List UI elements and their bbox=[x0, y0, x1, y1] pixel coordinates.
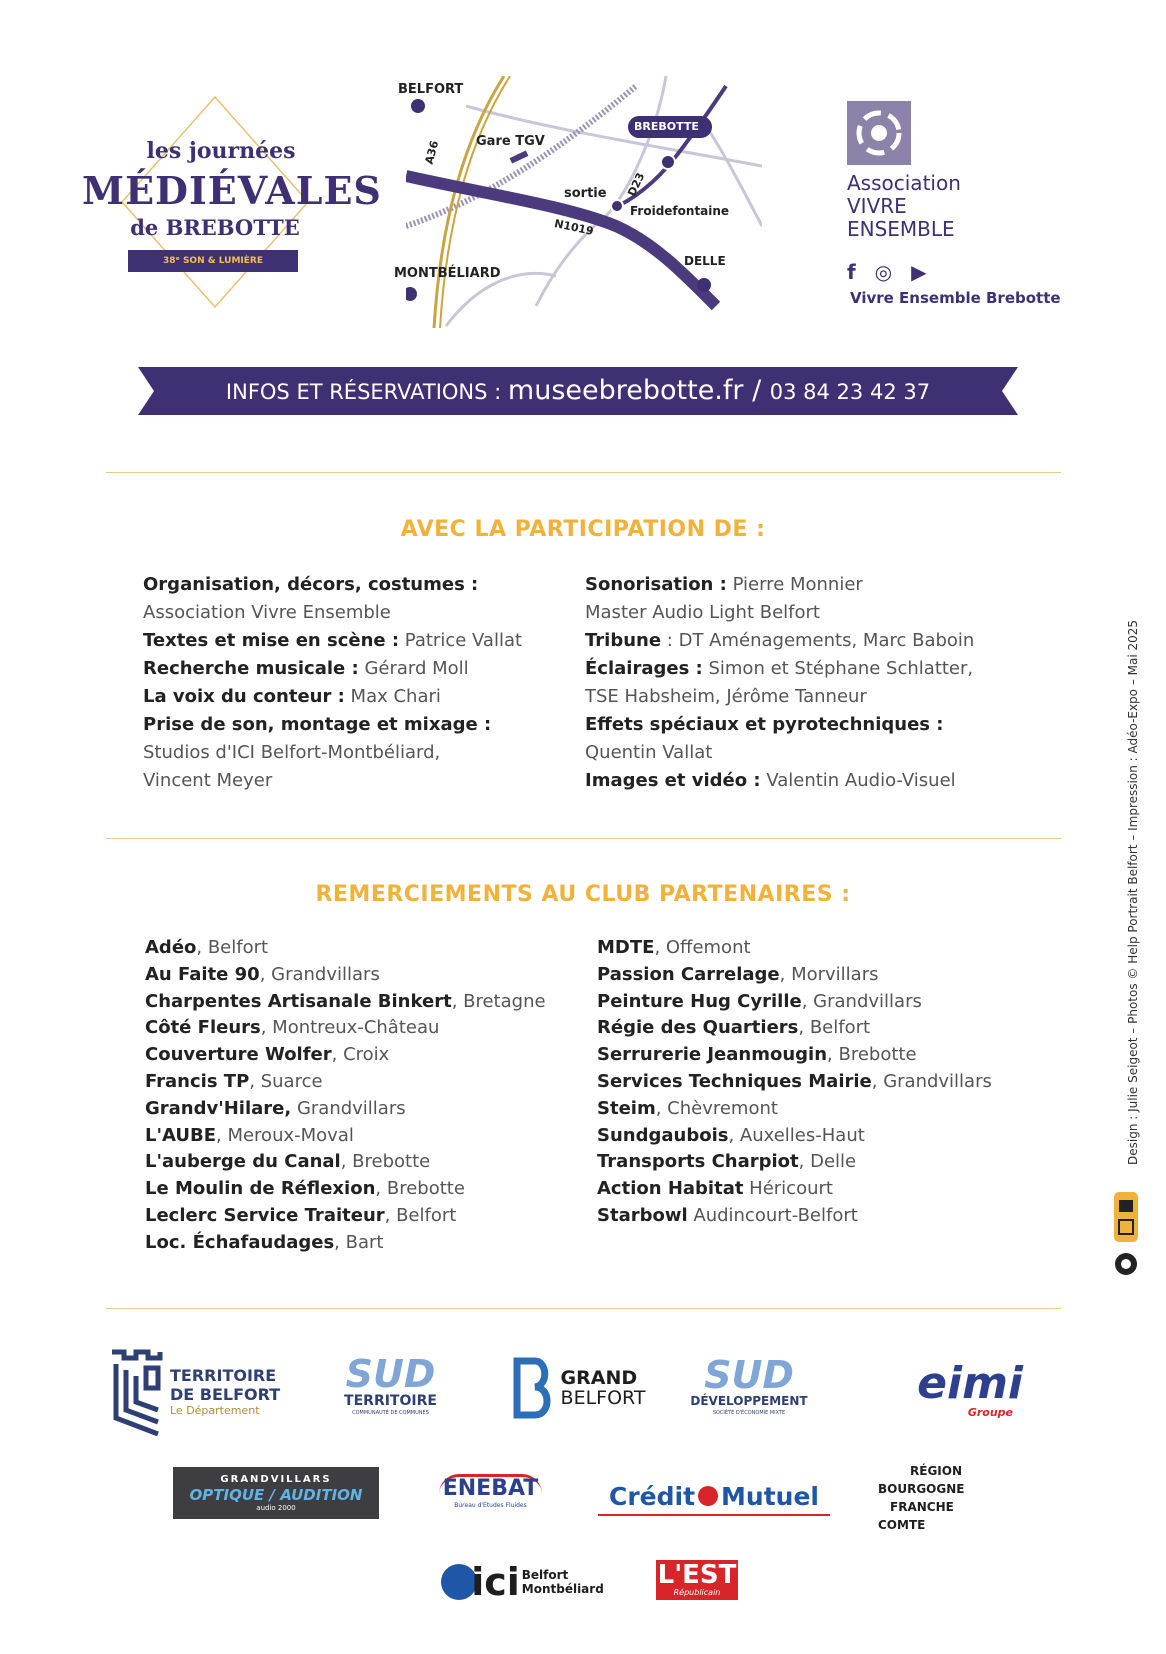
partner-item: Le Moulin de Réflexion, Brebotte bbox=[145, 1178, 465, 1200]
banner-phone[interactable]: 03 84 23 42 37 bbox=[769, 380, 931, 404]
map-label-brebotte: BREBOTTE bbox=[634, 120, 699, 133]
social-icons[interactable]: f ◎ ▶ bbox=[847, 260, 933, 284]
map-label-froidefontaine: Froidefontaine bbox=[630, 204, 730, 218]
sponsor-enebat bbox=[433, 1464, 548, 1520]
logo-line-2: MÉDIÉVALES bbox=[82, 168, 382, 213]
map-label-n1019: N1019 bbox=[553, 217, 595, 238]
vertical-credit: Design : Julie Seigeot – Photos © Help Portrait Belfort – Impression : Adéo-Expo – Mai 2025 bbox=[1126, 619, 1140, 1165]
partner-item: Charpentes Artisanale Binkert, Bretagne bbox=[145, 990, 546, 1012]
credit-mutuel-icon bbox=[698, 1486, 718, 1506]
lest-title: L'EST bbox=[657, 1560, 737, 1590]
credit-line: TSE Habsheim, Jérôme Tanneur bbox=[585, 686, 867, 707]
banner-label: INFOS ET RÉSERVATIONS : bbox=[225, 380, 502, 404]
partner-item: Loc. Échafaudages, Bart bbox=[145, 1231, 384, 1253]
sponsor-territoire-de-belfort bbox=[108, 1348, 293, 1436]
optique-line-2: OPTIQUE / AUDITION bbox=[189, 1485, 363, 1504]
optique-line-1: GRANDVILLARS bbox=[220, 1473, 332, 1485]
grand-belfort-b-icon bbox=[511, 1357, 555, 1419]
sponsor-optique-audition bbox=[173, 1467, 379, 1519]
map-label-belfort: BELFORT bbox=[398, 82, 464, 97]
credit-line: Vincent Meyer bbox=[143, 770, 273, 791]
credit-line: Prise de son, montage et mixage : bbox=[143, 714, 492, 735]
ici-title: ici bbox=[471, 1560, 520, 1604]
banner-site[interactable]: museebrebotte.fr / bbox=[507, 375, 770, 406]
partner-item: Francis TP, Suarce bbox=[145, 1070, 323, 1092]
credit-line: Textes et mise en scène : Patrice Vallat bbox=[143, 630, 523, 651]
partner-item: Au Faite 90, Grandvillars bbox=[145, 963, 380, 985]
partner-item: L'AUBE, Meroux-Moval bbox=[145, 1124, 354, 1146]
partner-item: Sundgaubois, Auxelles-Haut bbox=[597, 1124, 865, 1146]
territoire-emblem bbox=[108, 1348, 166, 1436]
credit-line: Quentin Vallat bbox=[585, 742, 713, 763]
association-line-3: ENSEMBLE bbox=[847, 217, 955, 241]
map-label-sortie: sortie bbox=[564, 186, 607, 201]
credit-line: Images et vidéo : Valentin Audio-Visuel bbox=[585, 770, 956, 791]
partners-left-column bbox=[145, 935, 546, 1257]
sud-dev-title: SUD bbox=[704, 1352, 794, 1397]
ici-line-3: Montbéliard bbox=[521, 1582, 604, 1596]
partners-right-column bbox=[597, 935, 992, 1230]
map-label-delle: DELLE bbox=[684, 254, 726, 268]
partner-item: Serrurerie Jeanmougin, Brebotte bbox=[597, 1044, 917, 1066]
sud-territoire-sub: TERRITOIRE bbox=[344, 1393, 437, 1409]
lest-sub: Républicain bbox=[673, 1588, 721, 1597]
info-banner-text bbox=[138, 367, 1018, 415]
association-line-2: VIVRE bbox=[847, 194, 907, 218]
association-name bbox=[847, 172, 961, 241]
divider bbox=[106, 472, 1061, 473]
partner-item: Côté Fleurs, Montreux-Château bbox=[145, 1017, 440, 1039]
sponsor-sud-developpement bbox=[674, 1350, 824, 1422]
printer-icons bbox=[1113, 1192, 1139, 1286]
credit-line: Organisation, décors, costumes : bbox=[143, 574, 479, 595]
region-line-2: BOURGOGNE bbox=[878, 1482, 965, 1496]
sponsor-lest-republicain bbox=[656, 1560, 738, 1600]
sponsor-sud-territoire bbox=[318, 1350, 463, 1422]
partner-item: L'auberge du Canal, Brebotte bbox=[145, 1151, 431, 1173]
divider bbox=[106, 838, 1061, 839]
map-label-gare-tgv: Gare TGV bbox=[476, 134, 545, 149]
enebat-sub: Bureau d'Études Fluides bbox=[454, 1502, 527, 1509]
sud-dev-sub: DÉVELOPPEMENT bbox=[690, 1393, 808, 1408]
territoire-line-3: Le Département bbox=[170, 1404, 260, 1417]
grand-belfort-line-2: BELFORT bbox=[560, 1387, 646, 1409]
partners-title: REMERCIEMENTS AU CLUB PARTENAIRES : bbox=[315, 882, 851, 907]
credit-line: Association Vivre Ensemble bbox=[143, 602, 391, 623]
credit-line: Effets spéciaux et pyrotechniques : bbox=[585, 714, 944, 735]
credit-line: La voix du conteur : Max Chari bbox=[143, 686, 441, 707]
partner-item: Starbowl Audincourt-Belfort bbox=[597, 1204, 858, 1226]
map-label-a36: A36 bbox=[422, 139, 442, 166]
map-label-montbeliard: MONTBÉLIARD bbox=[394, 266, 501, 281]
logo-line-3: de BREBOTTE bbox=[130, 215, 300, 240]
region-line-3: FRANCHE bbox=[890, 1500, 954, 1514]
credit-mutuel-part-2: Mutuel bbox=[721, 1481, 819, 1511]
sud-dev-small: SOCIÉTÉ D'ÉCONOMIE MIXTE bbox=[712, 1409, 786, 1416]
participation-right-column bbox=[585, 571, 974, 795]
ici-line-2: Belfort bbox=[521, 1568, 569, 1582]
region-line-1: RÉGION bbox=[910, 1464, 962, 1478]
territoire-line-1: TERRITOIRE bbox=[170, 1366, 277, 1385]
credit-line: Master Audio Light Belfort bbox=[585, 602, 820, 623]
sud-territoire-small: COMMUNAUTÉ DE COMMUNES bbox=[352, 1410, 429, 1416]
participation-title: AVEC LA PARTICIPATION DE : bbox=[400, 517, 766, 542]
grand-belfort-line-1: GRAND bbox=[560, 1367, 638, 1389]
logo-ribbon: 38ᵉ SON & LUMIÈRE bbox=[128, 250, 298, 272]
partner-item: Passion Carrelage, Morvillars bbox=[597, 963, 879, 985]
partner-item: Transports Charpiot, Delle bbox=[597, 1151, 857, 1173]
partner-item: Peinture Hug Cyrille, Grandvillars bbox=[597, 990, 922, 1012]
credit-line: Recherche musicale : Gérard Moll bbox=[143, 658, 469, 679]
eimi-sub: Groupe bbox=[967, 1406, 1013, 1419]
sponsor-eimi bbox=[858, 1356, 1023, 1426]
partner-item: Services Techniques Mairie, Grandvillars bbox=[597, 1070, 992, 1092]
partner-item: Leclerc Service Traiteur, Belfort bbox=[145, 1204, 457, 1226]
partner-item: MDTE, Offemont bbox=[597, 937, 751, 958]
partner-item: Couverture Wolfer, Croix bbox=[145, 1044, 390, 1066]
social-name: Vivre Ensemble Brebotte bbox=[850, 289, 1061, 307]
sponsor-grand-belfort bbox=[508, 1356, 648, 1420]
region-line-4: COMTE bbox=[878, 1518, 926, 1532]
credit-line: Studios d'ICI Belfort-Montbéliard, bbox=[143, 742, 441, 763]
partner-item: Grandv'Hilare, Grandvillars bbox=[145, 1097, 406, 1119]
sud-territoire-title: SUD bbox=[345, 1352, 436, 1396]
sponsor-region-bfc bbox=[878, 1460, 978, 1536]
eimi-title: eimi bbox=[917, 1358, 1023, 1409]
partner-item: Régie des Quartiers, Belfort bbox=[597, 1017, 871, 1039]
partner-item: Adéo, Belfort bbox=[145, 937, 269, 958]
credit-line: Éclairages : Simon et Stéphane Schlatter, bbox=[585, 658, 974, 679]
map-label-d23: D23 bbox=[625, 170, 648, 199]
logo-line-1: les journées bbox=[146, 138, 296, 164]
map-roads bbox=[406, 76, 762, 328]
territoire-line-2: DE BELFORT bbox=[170, 1385, 281, 1404]
credit-line: Tribune : DT Aménagements, Marc Baboin bbox=[585, 630, 975, 651]
credit-line: Sonorisation : Pierre Monnier bbox=[585, 574, 863, 595]
enebat-title: ENEBAT bbox=[439, 1474, 543, 1501]
association-line-1: Association bbox=[847, 171, 961, 195]
divider bbox=[106, 1308, 1061, 1309]
sponsor-ici bbox=[440, 1560, 605, 1604]
partner-item: Steim, Chèvremont bbox=[597, 1097, 778, 1119]
access-map bbox=[394, 76, 762, 328]
sponsor-credit-mutuel bbox=[598, 1478, 830, 1516]
association-logo bbox=[847, 101, 911, 165]
participation-left-column bbox=[143, 571, 522, 795]
optique-line-3: audio 2000 bbox=[256, 1503, 296, 1512]
partner-item: Action Habitat Héricourt bbox=[597, 1178, 833, 1200]
credit-mutuel-part-1: Crédit bbox=[608, 1481, 696, 1511]
